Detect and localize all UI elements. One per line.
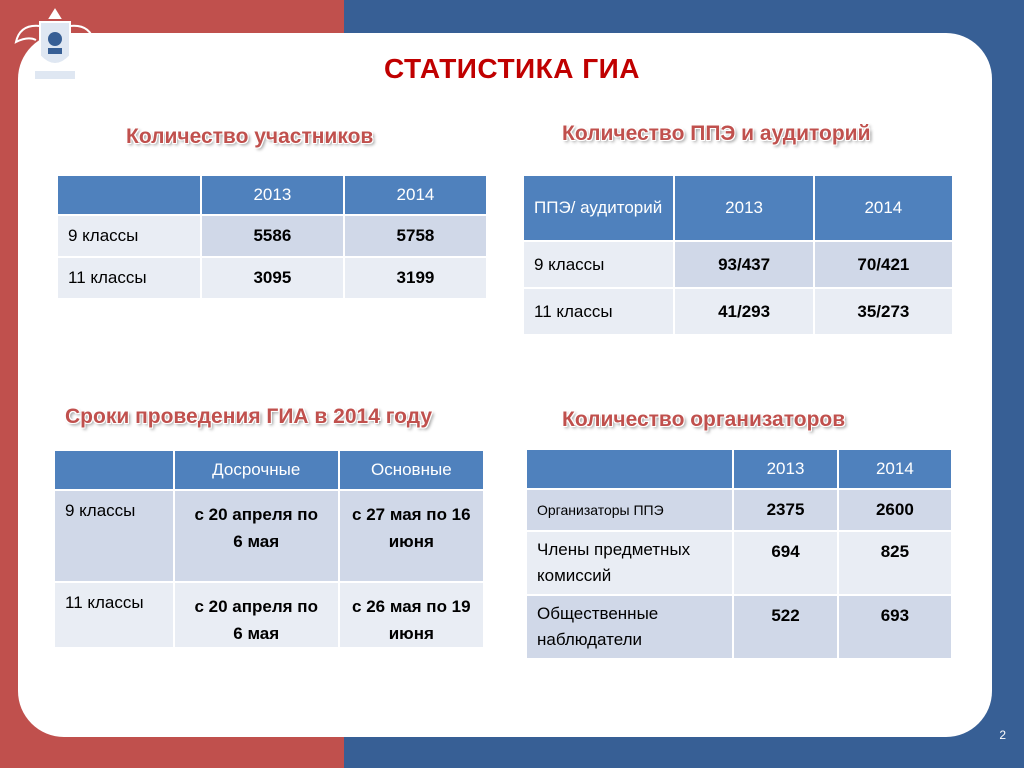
- participants-section-title: Количество участников: [126, 125, 374, 148]
- page-number: 2: [999, 728, 1006, 742]
- row-label: 9 классы: [54, 490, 174, 582]
- row-label: 11 классы: [54, 582, 174, 648]
- header-cell: 2014: [838, 449, 952, 489]
- row-label: 11 классы: [523, 288, 674, 335]
- value-cell: с 27 мая по 16 июня: [339, 490, 484, 582]
- table-row: [523, 241, 953, 288]
- value-cell: 93/437: [674, 241, 813, 288]
- value-cell: 694: [733, 531, 838, 595]
- table-row: [57, 215, 487, 257]
- ppe-table: [522, 174, 954, 336]
- value-cell: с 20 апреля по 6 мая: [174, 582, 339, 648]
- table-header-row: [526, 449, 952, 489]
- table-row: [523, 288, 953, 335]
- table-row: [54, 490, 484, 582]
- schedule-section-title: Сроки проведения ГИА в 2014 году: [65, 405, 432, 428]
- row-label: 9 классы: [523, 241, 674, 288]
- header-cell: Основные: [339, 450, 484, 490]
- table-header-row: [523, 175, 953, 241]
- table-row: [54, 582, 484, 648]
- value-cell: с 26 мая по 19 июня: [339, 582, 484, 648]
- value-cell: 522: [733, 595, 838, 659]
- page-title: СТАТИСТИКА ГИА: [384, 53, 640, 84]
- table-row: [57, 257, 487, 299]
- header-cell: 2013: [733, 449, 838, 489]
- table-header-row: [54, 450, 484, 490]
- header-cell: ППЭ/ аудиторий: [523, 175, 674, 241]
- row-label: Члены предметных комиссий: [526, 531, 733, 595]
- value-cell: 5586: [201, 215, 344, 257]
- organizers-table: [525, 448, 953, 660]
- row-label: 9 классы: [57, 215, 201, 257]
- participants-table: [56, 174, 488, 300]
- table-row: [526, 489, 952, 531]
- header-cell: Досрочные: [174, 450, 339, 490]
- row-label: 11 классы: [57, 257, 201, 299]
- header-cell: 2014: [344, 175, 487, 215]
- header-cell: 2013: [201, 175, 344, 215]
- organizers-section-title: Количество организаторов: [562, 408, 846, 431]
- value-cell: 825: [838, 531, 952, 595]
- value-cell: 5758: [344, 215, 487, 257]
- table-row: [526, 595, 952, 659]
- schedule-table: [53, 449, 485, 649]
- value-cell: 3095: [201, 257, 344, 299]
- row-label: Общественные наблюдатели: [526, 595, 733, 659]
- row-label: Организаторы ППЭ: [526, 489, 733, 531]
- table-row: [526, 531, 952, 595]
- header-cell: 2013: [674, 175, 813, 241]
- value-cell: 693: [838, 595, 952, 659]
- header-cell: [526, 449, 733, 489]
- ppe-section-title: Количество ППЭ и аудиторий: [562, 122, 871, 145]
- header-cell: [57, 175, 201, 215]
- value-cell: 35/273: [814, 288, 953, 335]
- header-cell: 2014: [814, 175, 953, 241]
- value-cell: 3199: [344, 257, 487, 299]
- value-cell: 2600: [838, 489, 952, 531]
- table-header-row: [57, 175, 487, 215]
- value-cell: с 20 апреля по 6 мая: [174, 490, 339, 582]
- value-cell: 2375: [733, 489, 838, 531]
- header-cell: [54, 450, 174, 490]
- value-cell: 41/293: [674, 288, 813, 335]
- value-cell: 70/421: [814, 241, 953, 288]
